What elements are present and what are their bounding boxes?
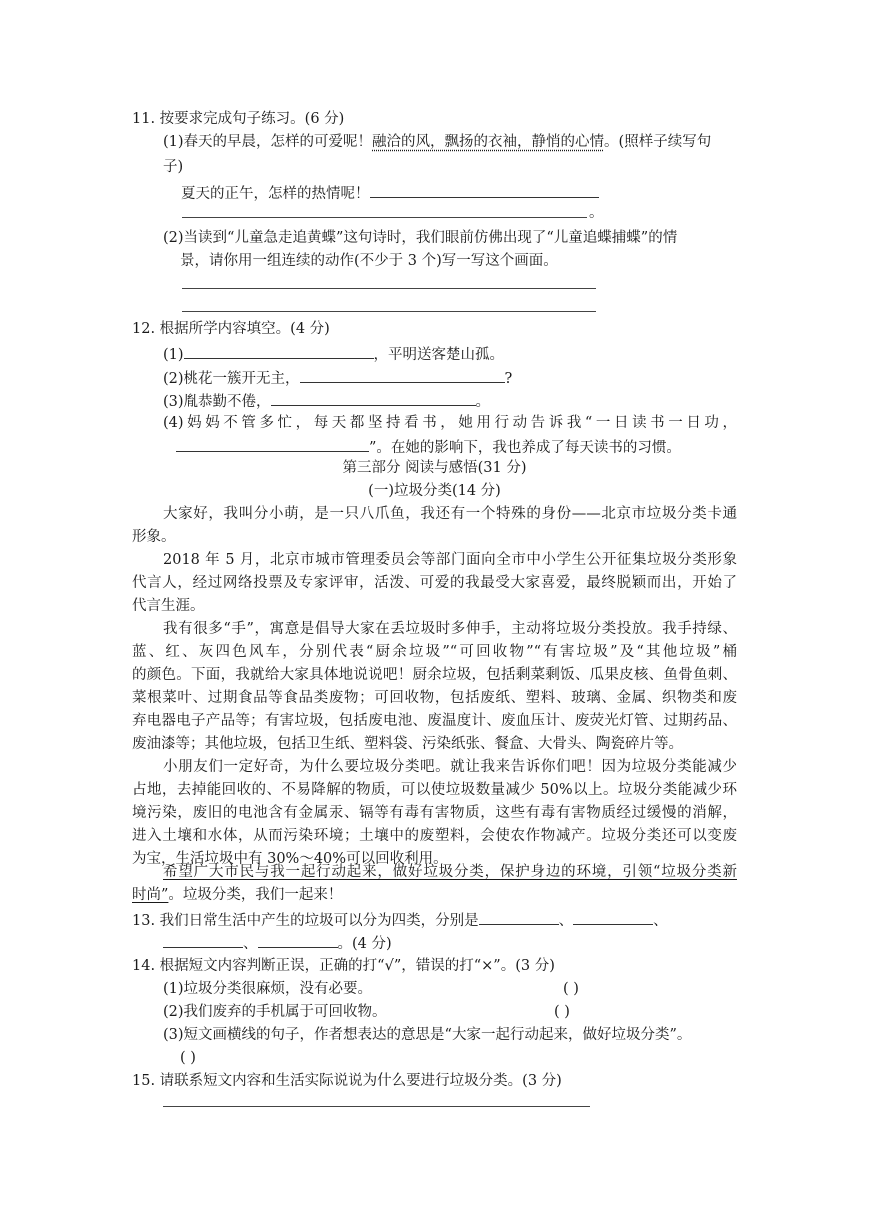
q11-answer-line-2[interactable] [182,217,587,218]
passage-text: 。垃圾分类，我们一起来！ [168,887,343,903]
q12-item2-end: ? [504,371,513,387]
q11-part1-line1 [163,133,711,151]
passage-text: 弃电器电子产品等；有害垃圾，包括废电池、废温度计、废血压计、废荧光灯管、过期药品、 [132,713,737,729]
q14-answer-paren-1[interactable]: ( ) [563,981,579,997]
q12-title: 12. 根据所学内容填空。(4 分) [132,321,330,337]
q13-end: 。(4 分) [337,936,392,952]
q12-item3-end: 。 [475,394,491,410]
q13-sep: 、 [558,913,574,929]
q11-part2-answer-line-1[interactable] [182,288,596,289]
q12-blank-1[interactable] [184,344,374,359]
passage-p5-line1 [163,863,737,881]
passage-text: 占地，去掉能回收的、不易降解的物质，可以使垃圾数量减少 50%以上。垃圾分类能减少环 [132,782,737,798]
passage-p4-line2 [132,781,737,799]
passage-p4-line4 [132,827,737,845]
q11-part2-answer-line-2[interactable] [182,311,596,312]
q11-part1-prompt-line [181,183,599,203]
q11-title: 11. 按要求完成句子练习。(6 分) [132,111,345,127]
q12-item1-text: ，平明送客楚山孤。 [373,347,505,363]
passage-p2-line2 [132,574,737,592]
q13-sep: 、 [653,913,668,929]
q14-title: 14. 根据短文内容判断正误，正确的打“√”，错误的打“×”。(3 分) [132,958,555,974]
q14-item1: (1)垃圾分类很麻烦，没有必要。 [163,981,373,997]
underlined-sentence: 希望广大市民与我一起行动起来，做好垃圾分类，保护身边的环境，引领“垃圾分类新 [163,864,737,880]
q14-answer-paren-2[interactable]: ( ) [554,1004,570,1020]
q13-blank-4[interactable] [258,933,338,948]
q12-item1-num: (1) [163,347,184,363]
q12-item2-text: (2)桃花一簇开无主， [163,371,300,387]
passage-p3-line4 [132,689,737,707]
q11-answer-blank-1[interactable] [370,183,599,198]
passage-p2-line3: 代言生涯。 [132,598,205,614]
passage-p2-line1 [163,551,737,569]
passage-p5-line2 [132,886,342,904]
q13-blank-3[interactable] [163,933,243,948]
q14-item3: (3)短文画横线的句子，作者想表达的意思是“大家一起行动起来，做好垃圾分类”。 [163,1027,692,1043]
q14-answer-paren-3[interactable]: ( ) [180,1050,196,1066]
passage-p4-line3 [132,804,737,822]
q11-answer-end-period: 。 [589,205,604,221]
q12-item1 [163,344,504,364]
q12-item4-line2 [176,437,681,457]
passage-text: 小朋友们一定好奇，为什么要垃圾分类吧。就让我来告诉你们吧！因为垃圾分类能减少 [163,759,737,775]
underlined-sentence-end: 时尚” [132,887,169,903]
q12-item3 [163,391,490,411]
passage-p3-line3 [132,666,737,684]
passage-p1-line1 [163,505,737,523]
q12-blank-4[interactable] [176,437,369,452]
q11-part1-text-b: 。(照样子续写句 [604,134,712,150]
part3-title: 第三部分 阅读与感悟(31 分) [342,460,527,476]
q11-part2-line2: 景，请你用一组连续的动作(不少于 3 个)写一写这个画面。 [180,253,558,269]
q15-title: 15. 请联系短文内容和生活实际说说为什么要进行垃圾分类。(3 分) [132,1073,562,1089]
passage-text: 代言人，经过网络投票及专家评审，活泼、可爱的我最受大家喜爱，最终脱颖而出，开始了 [132,575,737,591]
q12-item4-line1 [163,414,737,432]
q11-part1-text-a: (1)春天的早晨，怎样的可爱呢！ [163,134,373,150]
passage-text: 境污染，废旧的电池含有金属汞、镉等有毒有害物质，这些有毒有害物质经过缓慢的消解， [132,805,737,821]
passage-text: 大家好，我叫分小萌，是一只八爪鱼，我还有一个特殊的身份——北京市垃圾分类卡通 [163,506,737,522]
q13-blank-1[interactable] [479,910,559,925]
q13-blank-2[interactable] [573,910,653,925]
q14-item2: (2)我们废弃的手机属于可回收物。 [163,1004,387,1020]
passage-text: 菜根菜叶、过期食品等食品类废物；可回收物，包括废纸、塑料、玻璃、金属、织物类和废 [132,690,737,706]
q12-blank-2[interactable] [300,368,505,383]
q12-item2 [163,368,512,388]
passage-p3-line1 [163,620,737,638]
passage-p4-line1 [163,758,737,776]
passage-text: 蓝、红、灰四色风车，分别代表“厨余垃圾”“可回收物”“有害垃圾”及“其他垃圾”桶 [132,644,737,660]
passage-p1-line2: 形象。 [132,529,176,545]
q13-line2 [163,933,392,953]
passage-text: 我有很多“手”，寓意是倡导大家在丢垃圾时多伸手，主动将垃圾分类投放。我手持绿、 [163,621,737,637]
q12-blank-3[interactable] [271,391,476,406]
passage-p3-line6: 废油漆等；其他垃圾，包括卫生纸、塑料袋、污染纸张、餐盒、大骨头、陶瓷碎片等。 [132,736,683,752]
passage-title: (一)垃圾分类(14 分) [368,483,501,499]
passage-p3-line2 [132,643,737,661]
passage-p4-line5: 为宝，生活垃圾中有 30%～40%可以回收利用。 [132,851,448,867]
q13-line1 [132,910,668,930]
passage-p3-line5 [132,712,737,730]
q13-sep: 、 [243,936,258,952]
q11-part2-line1: (2)当读到“儿童急走追黄蝶”这句诗时，我们眼前仿佛出现了“儿童追蝶捕蝶”的情 [163,230,678,246]
passage-text: 进入土壤和水体，从而污染环境；土壤中的废塑料，会使农作物减产。垃圾分类还可以变废 [132,828,737,844]
q11-part1-dotted-example: 融洽的风，飘扬的衣袖，静悄的心情 [372,134,605,150]
q11-part1-prompt: 夏天的正午，怎样的热情呢！ [181,186,370,202]
q12-item4-text-b: ”。在她的影响下，我也养成了每天读书的习惯。 [369,440,681,456]
q11-part1-line2: 子) [163,159,184,175]
q13-text: 13. 我们日常生活中产生的垃圾可以分为四类，分别是 [132,913,479,929]
passage-text: 2018 年 5 月，北京市城市管理委员会等部门面向全市中小学生公开征集垃圾分类形象 [163,552,737,568]
q12-item4-text-a: (4)妈妈不管多忙，每天都坚持看书，她用行动告诉我“一日读书一日功， [163,415,737,431]
q15-answer-line[interactable] [163,1106,590,1107]
passage-text: 的颜色。下面，我就给大家具体地说说吧！厨余垃圾，包括剩菜剩饭、瓜果皮核、鱼骨鱼刺、 [132,667,737,683]
q12-item3-text: (3)胤恭勤不倦， [163,394,271,410]
